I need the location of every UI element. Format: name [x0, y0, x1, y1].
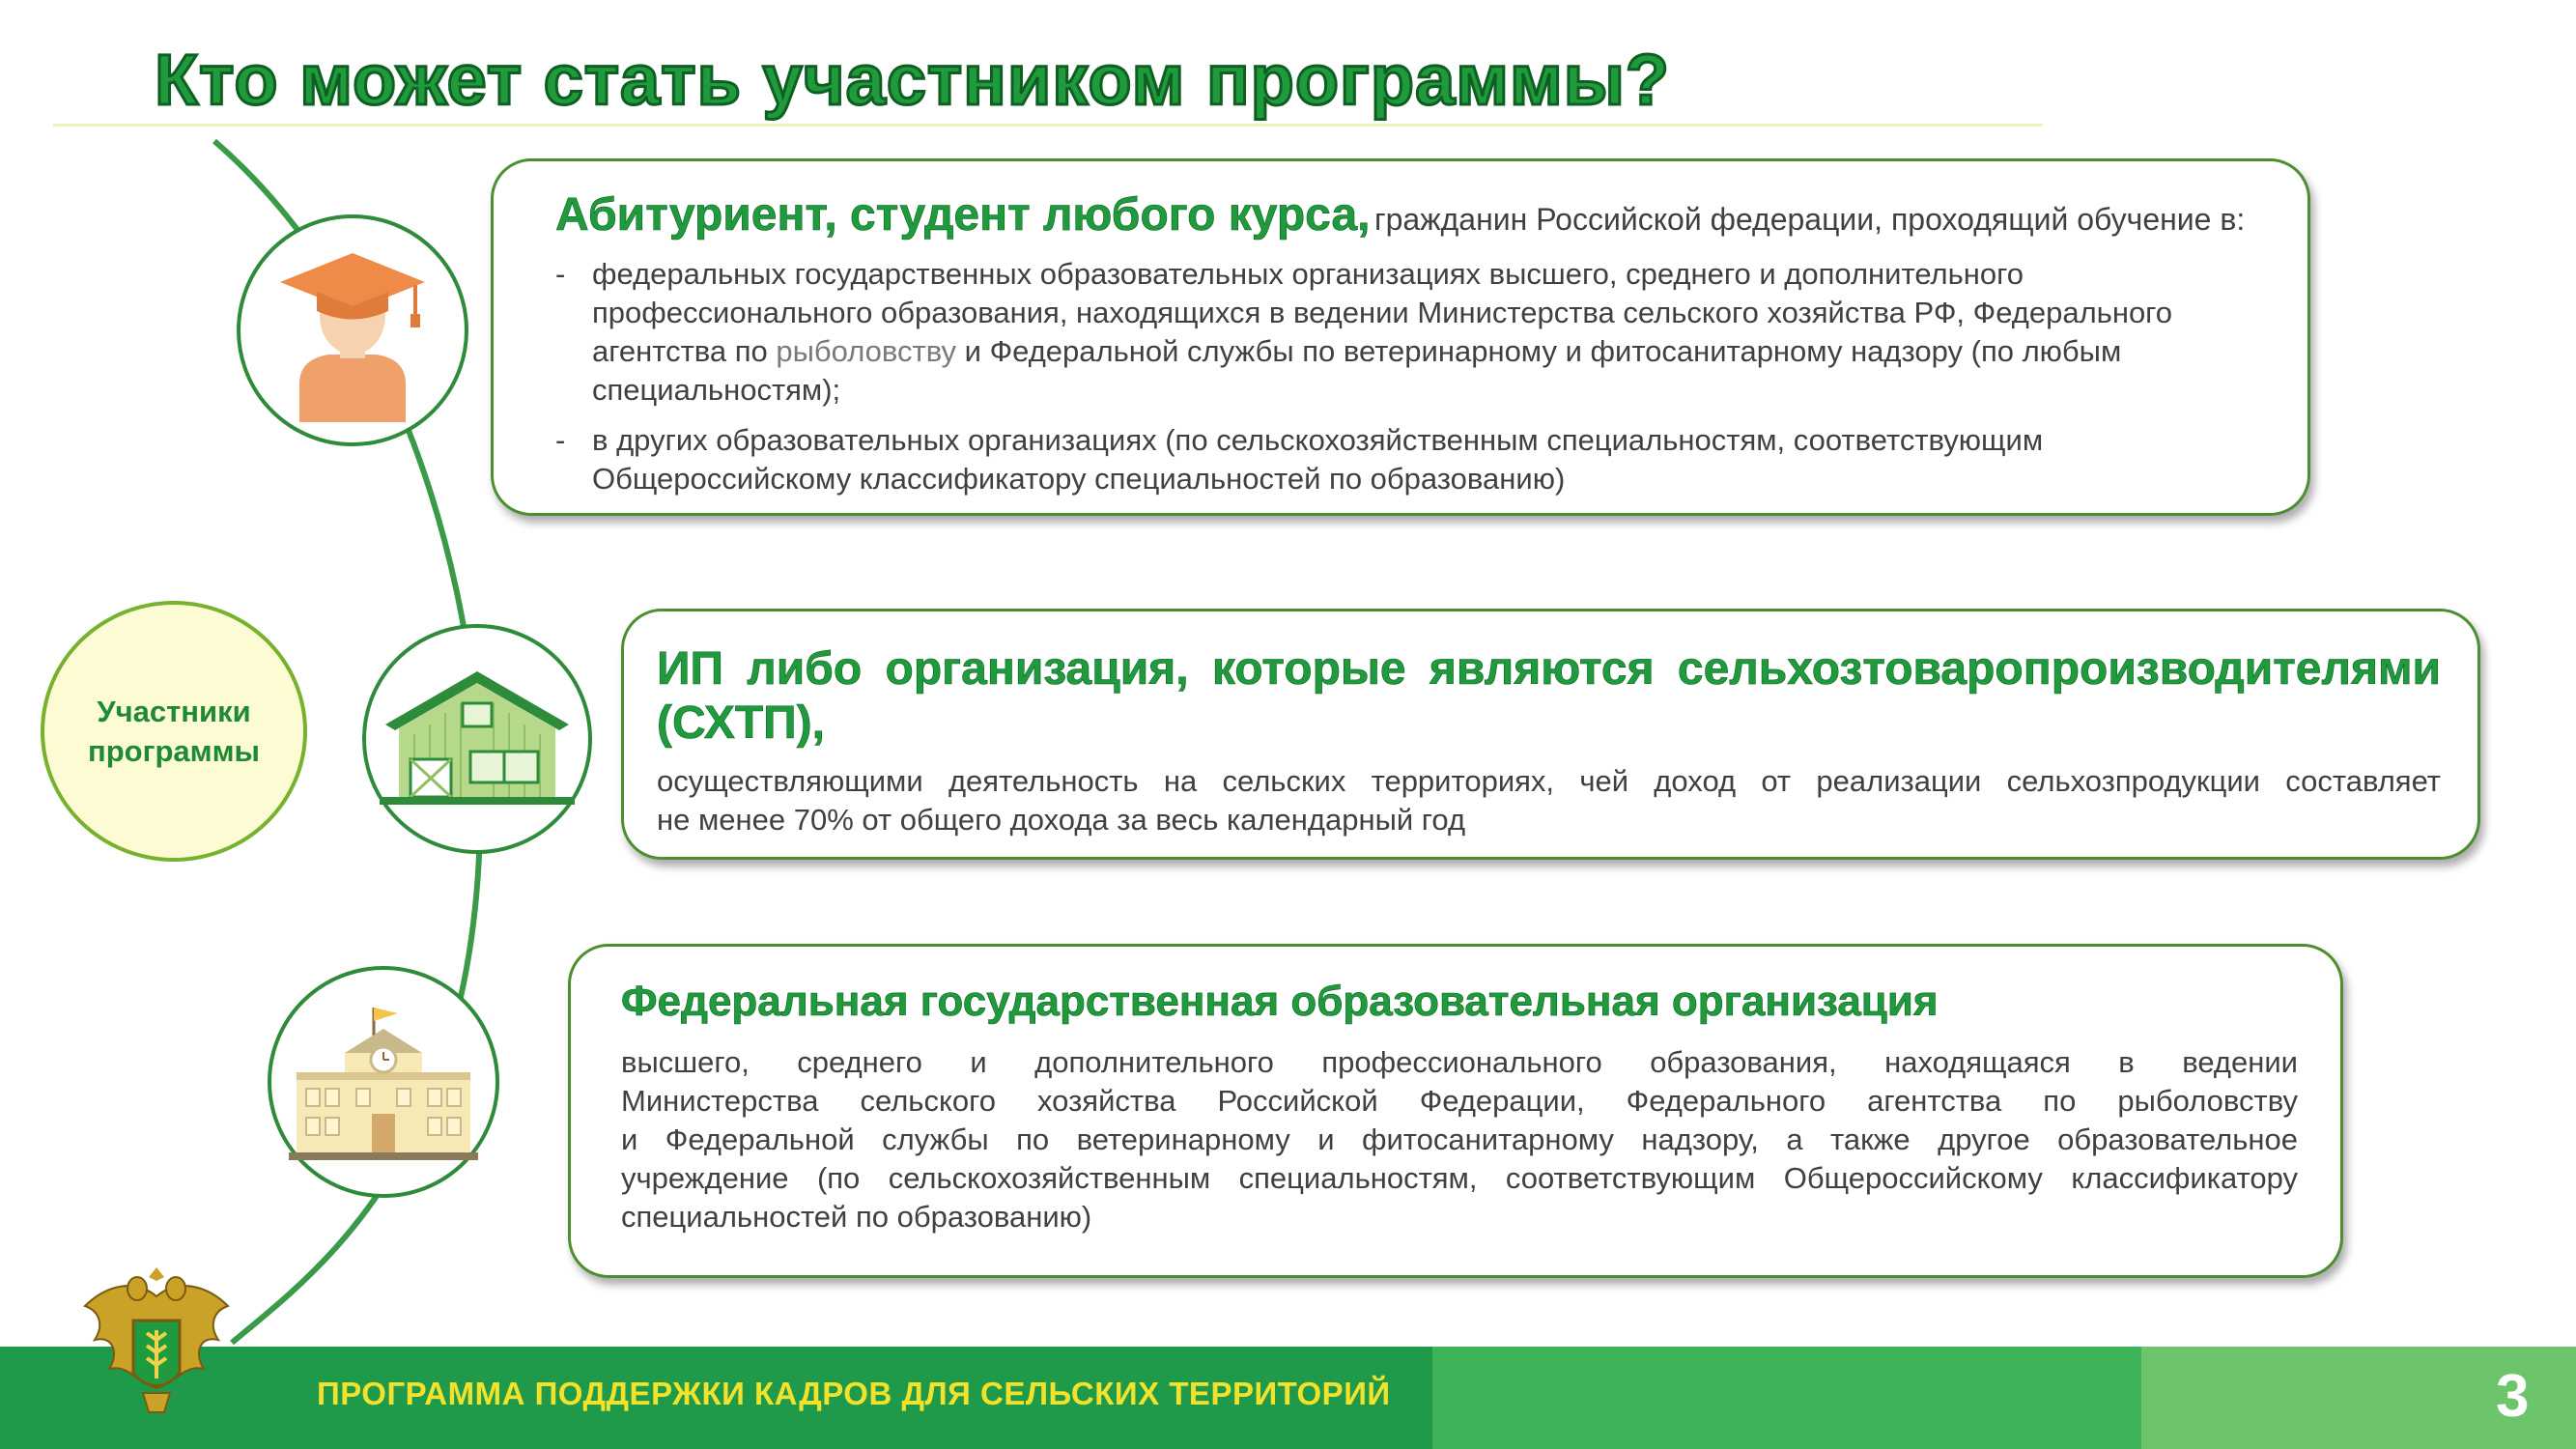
card-producer-heading-line2: (СХТП),: [657, 697, 825, 749]
bullet-text: в других образовательных организациях (по сельскохозяйственным специальностям, соответствующим Общероссийскому классификатору специальностей по образованию): [592, 423, 2044, 496]
card-student-heading: Абитуриент, студент любого курса,: [555, 189, 1371, 241]
school-building-icon: [287, 1000, 480, 1164]
card-institution-text-line1: высшего, среднего и дополнительного профессионального образования, находящаяся в ведении: [621, 1045, 2298, 1079]
bullet-dash: -: [555, 423, 566, 457]
ministry-emblem-icon: [75, 1267, 238, 1422]
card-producer-text-line2: не менее 70% от общего дохода за весь календарный год: [657, 803, 1466, 837]
card-institution: [568, 944, 2343, 1278]
card-student: [491, 158, 2310, 516]
card-institution-text-line4: учреждение (по сельскохозяйственным специальностям, соответствующим Общероссийскому классификатору: [621, 1161, 2298, 1195]
participants-label: Участники программы: [87, 695, 261, 768]
card-student-subheading: гражданин Российской федерации, проходящий обучение в:: [1373, 202, 2246, 237]
farmhouse-icon: [376, 667, 579, 811]
page-title: Кто может стать участником программы?: [155, 40, 1671, 120]
bullet-text: и Федеральной службы по ветеринарному и фитосанитарному надзору (по любым специальностям);: [592, 334, 2122, 407]
card-producer-text-line1: осуществляющими деятельность на сельских территориях, чей доход от реализации сельхозпродукции составляет: [657, 764, 2441, 798]
card-producer: [621, 609, 2480, 860]
footer-program-name: ПРОГРАММА ПОДДЕРЖКИ КАДРОВ ДЛЯ СЕЛЬСКИХ ТЕРРИТОРИЙ: [317, 1376, 1391, 1411]
card-institution-text-line3: и Федеральной службы по ветеринарному и фитосанитарному надзору, а также другое образовательное: [621, 1122, 2298, 1156]
bullet-dash: -: [555, 257, 566, 291]
card-institution-heading: Федеральная государственная образовательная организация: [621, 978, 1939, 1025]
student-icon-circle: [237, 214, 468, 446]
card-producer-heading-line1: ИП либо организация, которые являются сельхозтоваропроизводителями: [657, 643, 2441, 695]
farm-icon-circle: [362, 624, 592, 854]
bullet-highlight: рыболовству: [776, 334, 957, 368]
participants-badge: [41, 601, 307, 862]
card-institution-text-line5: специальностей по образованию): [621, 1200, 1092, 1234]
card-institution-text-line2: Министерства сельского хозяйства Российской Федерации, Федерального агентства по рыболовству: [621, 1084, 2298, 1118]
graduate-student-icon: [261, 239, 444, 422]
footer-bar-middle: [1432, 1347, 2141, 1449]
page-number: 3: [2496, 1363, 2530, 1430]
school-icon-circle: [268, 966, 499, 1198]
bullet-text: федеральных государственных образовательных организациях высшего, среднего и дополнительного профессионального образования, находящихся в ведении Министерства сельского хозяйства РФ, Федерального агентства по: [592, 257, 2173, 368]
bullet-item: [592, 255, 2273, 410]
